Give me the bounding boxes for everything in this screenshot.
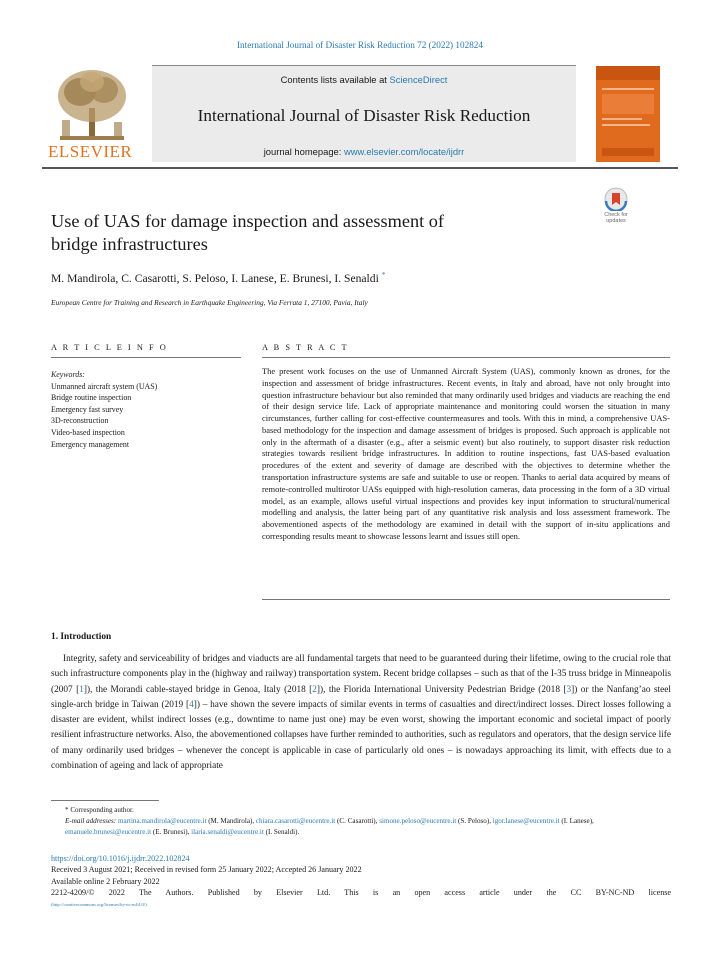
journal-cover-thumbnail[interactable] xyxy=(596,66,660,162)
reference-link[interactable]: 1 xyxy=(79,684,84,695)
publication-info xyxy=(51,853,671,910)
email-link[interactable]: chiara.casarotti@eucentre.it xyxy=(255,816,336,825)
available-online: Available online 2 February 2022 xyxy=(51,876,160,886)
elsevier-wordmark: ELSEVIER xyxy=(48,142,133,161)
article-title xyxy=(51,210,571,256)
email-link[interactable]: igor.lanese@eucentre.it xyxy=(492,816,560,825)
keyword-item: Video-based inspection xyxy=(51,427,125,437)
journal-title: International Journal of Disaster Risk Reduction xyxy=(197,106,531,125)
keyword-item: 3D-reconstruction xyxy=(51,416,109,426)
article-info-heading: A R T I C L E I N F O xyxy=(51,343,168,352)
introduction-paragraph xyxy=(51,652,671,774)
author-list xyxy=(51,270,385,285)
crossmark-icon xyxy=(594,187,638,211)
license-statement: 2212-4209/© 2022 The Authors. Published by Elsevier Ltd. This is an open access article under the CC BY-NC-ND license xyxy=(51,888,671,898)
email-owner: (I. Senaldi). xyxy=(263,827,300,836)
intro-text: ]) or the Nanfang’ao steel single-arch bridge in Taiwan (2019 [ xyxy=(51,684,671,710)
email-addresses xyxy=(51,816,671,838)
email-link[interactable]: ilaria.senaldi@eucentre.it xyxy=(191,827,264,836)
intro-text: ]) – have shown the severe impacts of similar events in terms of casualties and direct/indirect losses. Direct losses following a disaster are evident, whilst indirect losses (e.g., downtime to name just one) may be even worst, showing the important economic and societal impact of poorly resilient infrastructure networks. Also, the abovementioned collapses have further reminded to authorities, such as regulators and operators, that the design service life of many ordinarily used bridges – whenever the concept is applicable in case of particularly old ones – is nowadays approaching its limit, with effects due to a combination of ageing and lack of appropriate xyxy=(51,699,672,771)
crossmark-label: Check for updates xyxy=(604,212,628,224)
email-label: E-mail addresses: xyxy=(65,816,117,825)
elsevier-tree-icon xyxy=(42,66,142,146)
abstract-text: The present work focuses on the use of Unmanned Aircraft System (UAS), commonly known as drones, for the inspection and assessment of bridge infrastructures. Recent events, in Italy and abroad, have not only brought into question infrastructure behaviour but also reminded that many ordinarily used bridges and viaducts are reaching the end of their design service life. Lack of appropriate maintenance and monitoring could worsen the situation in many circumstances, further calling for cost-effective countermeasures and tools. With this in mind, a comprehensive UAS-based methodology for the inspection and damage assessment of bridges is proposed. Such approach is applicable not only in the aftermath of a disaster (e.g., after a seismic event) but also routinely, to support disaster risk reduction strategies towards resilient bridge infrastructures. In addition to routine inspections, fast UAS-based evaluation procedures of the extent and severity of damage are described with the objectives to determine whether the transportation infrastructure systems are safe and suitable to use or reopen. Thanks to aerial data acquired by means of remote-controlled multirotor UASs equipped with high-resolution cameras, data processing in the form of a 3D virtual model, as an example, allows useful virtual inspections and provides key input information to structural/numerical modelling and analysis, the latter being part of any quantitative risk analysis and loss assessment framework. The abovementioned aspects of the methodology are examined in detail with the support of in-situ applications and corresponding results meant to showcase lessons learnt and issues still open. xyxy=(262,366,670,541)
introduction-heading: 1. Introduction xyxy=(51,632,112,642)
keyword-item: Emergency fast survey xyxy=(51,404,124,414)
author-affiliation: European Centre for Training and Research in Earthquake Engineering, Via Ferrata 1, 27100, Pavia, Italy xyxy=(51,298,368,307)
author-names: M. Mandirola, C. Casarotti, S. Peloso, I. Lanese, E. Brunesi, I. Senaldi xyxy=(51,271,379,285)
email-owner: (M. Mandirola), xyxy=(206,816,256,825)
homepage-prefix: journal homepage: xyxy=(263,146,344,157)
sciencedirect-link[interactable]: ScienceDirect xyxy=(389,74,448,85)
journal-header xyxy=(42,66,678,162)
keyword-item: Bridge routine inspection xyxy=(51,393,132,403)
intro-text: Integrity, safety and serviceability of bridges and viaducts are all fundamental targets that need to be guaranteed during their lifetime, owing to the crucial role that such infrastructure components play in the (highway and railway) transportation system. Recent bridge collapses – such as that of the I-35 truss bridge in Minneapolis (2007 [ xyxy=(51,654,671,695)
elsevier-logo[interactable] xyxy=(42,66,142,162)
doi-link[interactable]: https://doi.org/10.1016/j.ijdrr.2022.102824 xyxy=(51,854,190,863)
reference-link[interactable]: 4 xyxy=(189,699,194,710)
corresponding-author-mark[interactable]: * xyxy=(381,270,386,279)
article-title-line-1: Use of UAS for damage inspection and assessment of xyxy=(51,211,444,231)
abstract-rule xyxy=(262,357,670,358)
abstract-heading: A B S T R A C T xyxy=(262,343,349,352)
email-owner: (S. Peloso), xyxy=(456,816,493,825)
article-info-rule xyxy=(51,357,241,358)
intro-text: ]), the Florida International University Pedestrian Bridge (2018 [ xyxy=(316,684,567,695)
check-for-updates-badge[interactable] xyxy=(594,187,638,227)
journal-citation[interactable]: International Journal of Disaster Risk Reduction 72 (2022) 102824 xyxy=(237,40,483,50)
email-link[interactable]: martina.mandirola@eucentre.it xyxy=(117,816,207,825)
journal-homepage-link[interactable]: www.elsevier.com/locate/ijdrr xyxy=(343,146,465,157)
received-dates: Received 3 August 2021; Received in revised form 25 January 2022; Accepted 26 January 2022 xyxy=(51,865,362,875)
email-owner: (I. Lanese), xyxy=(559,816,594,825)
contents-prefix: Contents lists available at xyxy=(280,74,390,85)
homepage-line xyxy=(152,146,576,157)
email-owner: (E. Brunesi), xyxy=(151,827,192,836)
footnotes xyxy=(51,805,671,837)
keyword-item: Emergency management xyxy=(51,439,130,449)
keyword-item: Unmanned aircraft system (UAS) xyxy=(51,381,158,391)
contents-line xyxy=(152,74,576,85)
email-link[interactable]: emanuele.brunesi@eucentre.it xyxy=(65,827,152,836)
journal-header-band xyxy=(152,66,576,162)
journal-cover-image xyxy=(596,66,660,162)
keywords-block xyxy=(51,369,241,450)
email-owner: (C. Casarotti), xyxy=(335,816,380,825)
article-title-line-2: bridge infrastructures xyxy=(51,234,208,254)
license-url-link[interactable]: (http://creativecommons.org/licenses/by-nc-nd/4.0/). xyxy=(51,901,148,907)
footnote-rule xyxy=(51,800,159,801)
reference-link[interactable]: 3 xyxy=(566,684,572,695)
corresponding-author-note: * Corresponding author. xyxy=(65,806,134,814)
email-link[interactable]: simone.peloso@eucentre.it xyxy=(379,816,457,825)
intro-text: ]), the Morandi cable-stayed bridge in Genoa, Italy (2018 [ xyxy=(83,684,313,695)
abstract-bottom-rule xyxy=(262,599,670,600)
reference-link[interactable]: 2 xyxy=(312,684,317,695)
header-bottom-rule xyxy=(42,167,678,169)
keywords-label: Keywords: xyxy=(51,370,85,379)
